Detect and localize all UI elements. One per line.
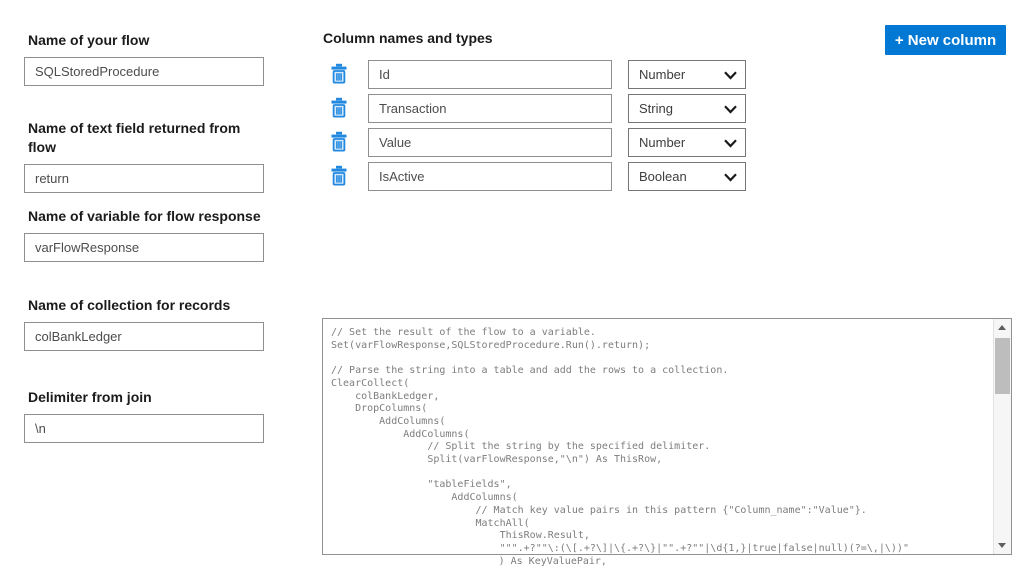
delete-column-button[interactable] xyxy=(329,97,349,119)
code-line: ClearCollect( xyxy=(331,377,410,389)
code-line: AddColumns( xyxy=(331,415,446,427)
text-field-name-input[interactable] xyxy=(24,164,264,193)
column-type-value: String xyxy=(639,101,673,116)
clipped-code-line: ) As KeyValuePair, xyxy=(330,556,607,567)
code-line: Set(varFlowResponse,SQLStoredProcedure.Run().return); xyxy=(331,339,651,351)
column-type-dropdown[interactable] xyxy=(628,128,746,157)
scroll-up-icon[interactable] xyxy=(998,325,1006,330)
variable-name-label: Name of variable for flow response xyxy=(28,208,261,224)
column-row xyxy=(329,128,749,157)
trash-icon xyxy=(330,131,348,152)
column-name-input[interactable] xyxy=(368,162,612,191)
delimiter-input[interactable] xyxy=(24,414,264,443)
code-textarea[interactable] xyxy=(322,318,1012,555)
trash-icon xyxy=(330,165,348,186)
chevron-down-icon xyxy=(723,170,738,184)
code-line: AddColumns( xyxy=(331,428,470,440)
column-row xyxy=(329,94,749,123)
code-line: """.+?""\:(\[.+?\]|\{.+?\}|"".+?""|\d{1,}|true|false|null)(?=\,|\))" xyxy=(331,542,909,554)
code-line: // Split the string by the specified delimiter. xyxy=(331,441,711,453)
flow-name-field-group xyxy=(24,31,264,86)
code-line: AddColumns( xyxy=(331,492,518,504)
column-type-value: Number xyxy=(639,67,686,82)
variable-name-group xyxy=(24,207,264,262)
chevron-down-icon xyxy=(723,136,738,150)
column-name-input[interactable] xyxy=(368,94,612,123)
delimiter-group xyxy=(24,388,264,443)
trash-icon xyxy=(330,63,348,84)
flow-name-input[interactable] xyxy=(24,57,264,86)
column-type-value: Number xyxy=(639,135,686,150)
column-row xyxy=(329,60,749,89)
code-line xyxy=(331,467,991,480)
delimiter-label: Delimiter from join xyxy=(28,389,152,405)
code-line: // Parse the string into a table and add the rows to a collection. xyxy=(331,365,729,377)
variable-name-input[interactable] xyxy=(24,233,264,262)
delete-column-button[interactable] xyxy=(329,165,349,187)
vertical-scrollbar[interactable] xyxy=(993,319,1011,554)
collection-name-group xyxy=(24,296,264,351)
columns-section-title: Column names and types xyxy=(323,30,493,46)
column-name-input[interactable] xyxy=(368,60,612,89)
scroll-down-icon[interactable] xyxy=(998,543,1006,548)
column-type-dropdown[interactable] xyxy=(628,60,746,89)
code-content xyxy=(331,327,991,554)
code-line: // Match key value pairs in this pattern {"Column_name":"Value"}. xyxy=(331,504,867,516)
column-name-input[interactable] xyxy=(368,128,612,157)
scrollbar-thumb[interactable] xyxy=(995,338,1010,394)
column-type-dropdown[interactable] xyxy=(628,162,746,191)
delete-column-button[interactable] xyxy=(329,63,349,85)
column-type-value: Boolean xyxy=(639,169,687,184)
chevron-down-icon xyxy=(723,68,738,82)
text-field-name-group xyxy=(24,119,264,193)
code-line xyxy=(331,352,991,365)
code-line: Split(varFlowResponse,"\n") As ThisRow, xyxy=(331,454,663,466)
code-line: DropColumns( xyxy=(331,403,428,415)
code-line: MatchAll( xyxy=(331,517,530,529)
column-row xyxy=(329,162,749,191)
trash-icon xyxy=(330,97,348,118)
delete-column-button[interactable] xyxy=(329,131,349,153)
chevron-down-icon xyxy=(723,102,738,116)
code-line: colBankLedger, xyxy=(331,390,440,402)
collection-name-label: Name of collection for records xyxy=(28,297,231,313)
code-line: ThisRow.Result, xyxy=(331,530,590,542)
flow-name-label: Name of your flow xyxy=(28,32,150,48)
column-type-dropdown[interactable] xyxy=(628,94,746,123)
text-field-name-label: Name of text field returned from flow xyxy=(28,120,241,155)
new-column-button[interactable]: + New column xyxy=(885,25,1006,55)
code-line: // Set the result of the flow to a variable. xyxy=(331,327,596,338)
code-line: "tableFields", xyxy=(331,479,512,491)
collection-name-input[interactable] xyxy=(24,322,264,351)
